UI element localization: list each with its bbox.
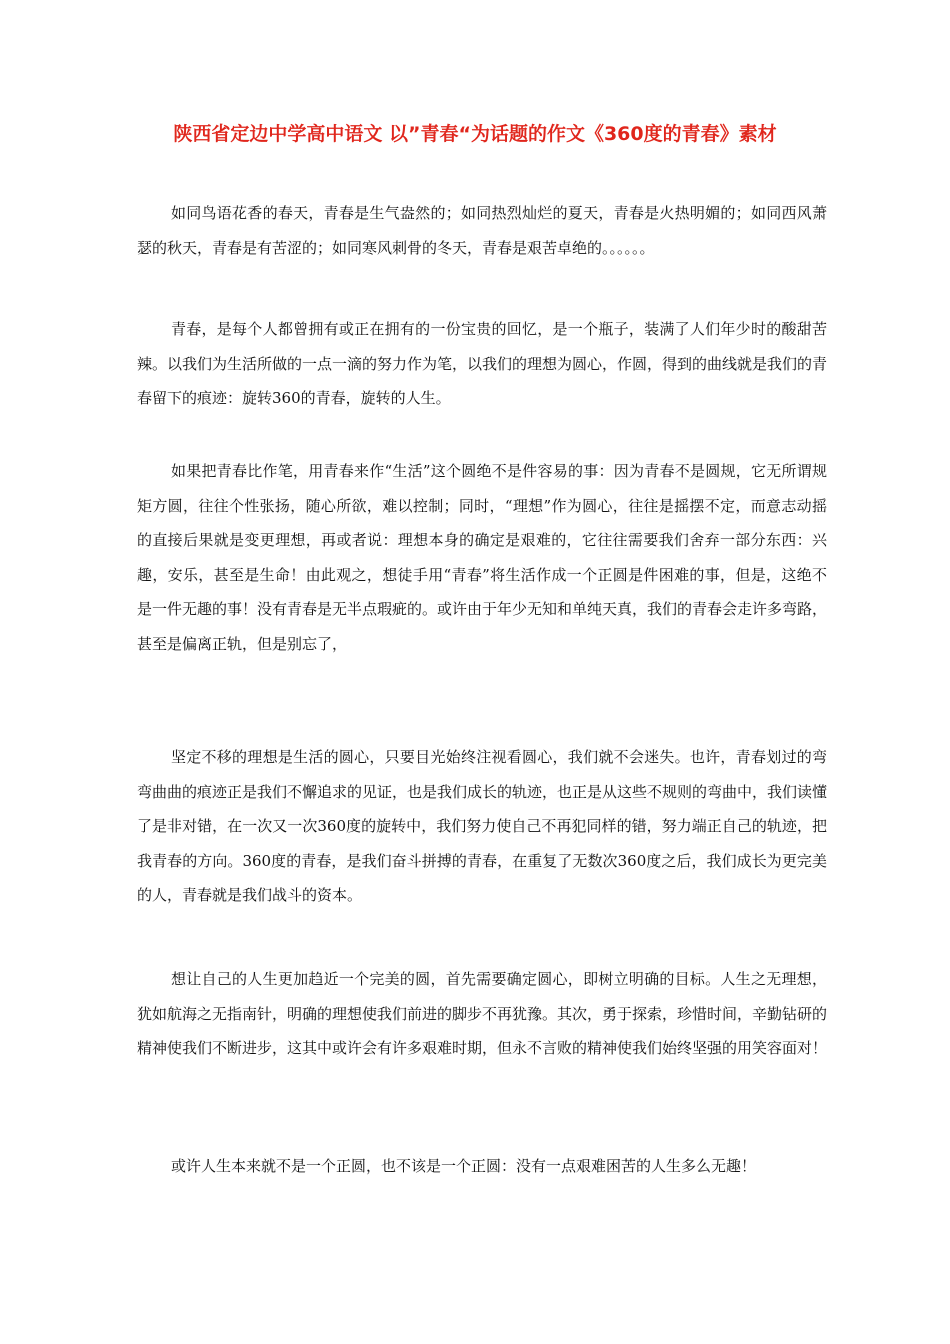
paragraph-5: 想让自己的人生更加趋近一个完美的圆，首先需要确定圆心，即树立明确的目标。人生之无理想，犹如航海之无指南针，明确的理想使我们前进的脚步不再犹豫。其次，勇于探索，珍惜时间，辛勤钻研的精神使我们不断进步，这其中或许会有许多艰难时期，但永不言败的精神使我们始终坚强的用笑容面对！ — [137, 970, 828, 1057]
paragraph-2: 青春，是每个人都曾拥有或正在拥有的一份宝贵的回忆，是一个瓶子，装满了人们年少时的酸甜苦辣。以我们为生活所做的一点一滴的努力作为笔，以我们的理想为圆心，作圆，得到的曲线就是我们的青春留下的痕迹：旋转360的青春，旋转的人生。 — [137, 320, 828, 407]
document-title: 陕西省定边中学高中语文 以”青春“为话题的作文《360度的青春》素材 — [173, 123, 777, 145]
paragraph-4: 坚定不移的理想是生活的圆心，只要目光始终注视看圆心，我们就不会迷失。也许，青春划过的弯弯曲曲的痕迹正是我们不懈追求的见证，也是我们成长的轨迹，也正是从这些不规则的弯曲中，我们读懂了是非对错，在一次又一次360度的旋转中，我们努力使自己不再犯同样的错，努力端正自己的轨迹，把我青春的方向。360度的青春，是我们奋斗拼搏的青春，在重复了无数次360度之后，我们成长为更完美的人，青春就是我们战斗的资本。 — [137, 748, 828, 904]
paragraph-6: 或许人生本来就不是一个正圆，也不该是一个正圆：没有一点艰难困苦的人生多么无趣！ — [171, 1157, 757, 1175]
paragraph-3: 如果把青春比作笔，用青春来作“生活”这个圆绝不是件容易的事：因为青春不是圆规，它无所谓规矩方圆，往往个性张扬，随心所欲，难以控制；同时，“理想”作为圆心，往往是摇摆不定，而意志动摇的直接后果就是变更理想，再或者说：理想本身的确定是艰难的，它往往需要我们舍弃一部分东西：兴趣，安乐，甚至是生命！由此观之，想徒手用“青春”将生活作成一个正圆是件困难的事，但是，这绝不是一件无趣的事！没有青春是无半点瑕疵的。或许由于年少无知和单纯天真，我们的青春会走许多弯路，甚至是偏离正轨，但是别忘了， — [137, 462, 828, 653]
paragraph-1: 如同鸟语花香的春天，青春是生气盎然的；如同热烈灿烂的夏天，青春是火热明媚的；如同西风萧瑟的秋天，青春是有苦涩的；如同寒风刺骨的冬天，青春是艰苦卓绝的。。。。。。 — [137, 204, 827, 257]
